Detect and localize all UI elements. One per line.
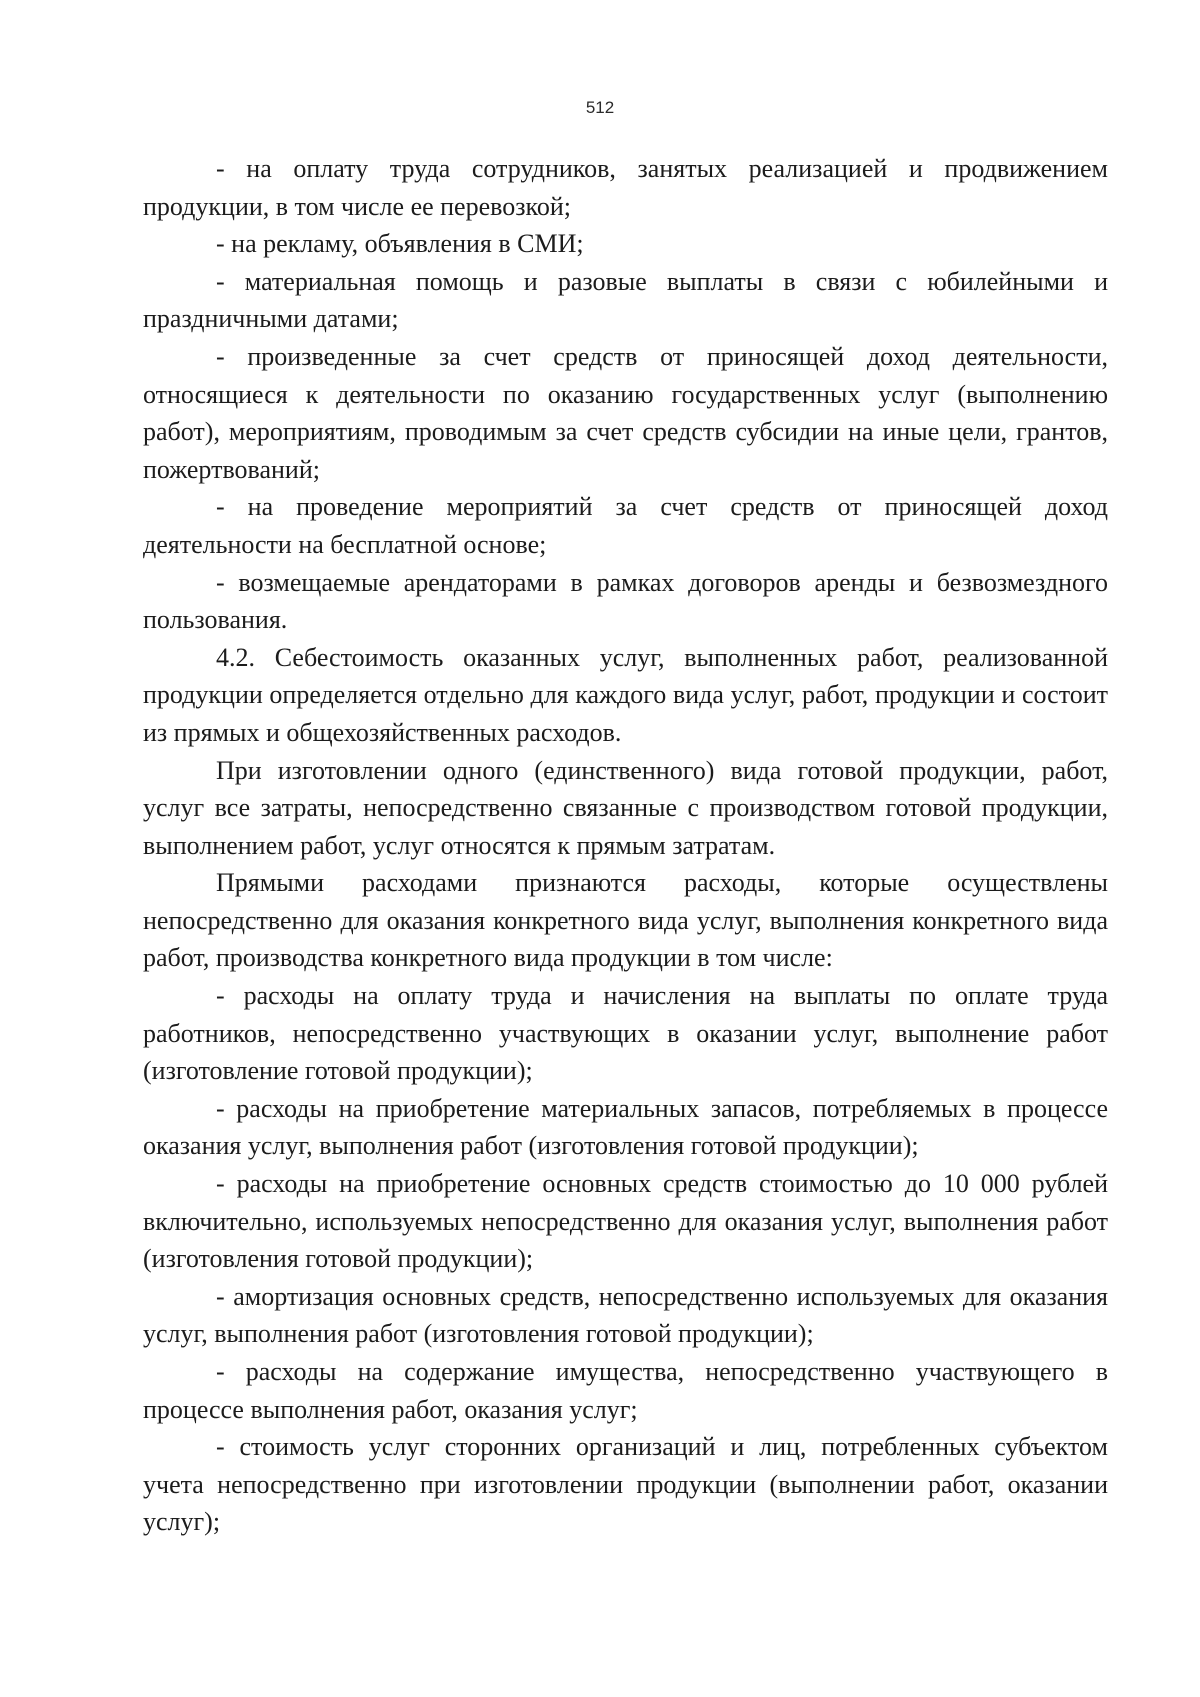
- paragraph: - материальная помощь и разовые выплаты в связи с юбилейными и праздничными датами;: [143, 266, 1108, 334]
- paragraph: - расходы на приобретение материальных запасов, потребляемых в процессе оказания услуг, выполнения работ (изготовления готовой продукции);: [143, 1093, 1108, 1161]
- paragraph: - возмещаемые арендаторами в рамках договоров аренды и безвозмездного пользования.: [143, 567, 1108, 635]
- document-body: [143, 150, 1108, 1541]
- paragraph: - на оплату труда сотрудников, занятых реализацией и продвижением продукции, в том числе ее перевозкой;: [143, 154, 1108, 221]
- paragraph: - расходы на содержание имущества, непосредственно участвующего в процессе выполнения работ, оказания услуг;: [143, 1357, 1108, 1424]
- paragraph: - амортизация основных средств, непосредственно используемых для оказания услуг, выполнения работ (изготовления готовой продукции);: [143, 1281, 1108, 1349]
- paragraph: - расходы на оплату труда и начисления на выплаты по оплате труда работников, непосредственно участвующих в оказании услуг, выполнение работ (изготовление готовой продукции);: [143, 981, 1108, 1086]
- paragraph: 4.2. Себестоимость оказанных услуг, выполненных работ, реализованной продукции определяется отдельно для каждого вида услуг, работ, продукции и состоит из прямых и общехозяйственных расходов.: [143, 642, 1108, 747]
- paragraph: - расходы на приобретение основных средств стоимостью до 10 000 рублей включительно, используемых непосредственно для оказания услуг, выполнения работ (изготовления готовой продукции);: [143, 1169, 1108, 1274]
- page-number: 512: [585, 98, 615, 117]
- paragraph: - на рекламу, объявления в СМИ;: [216, 229, 584, 259]
- paragraph: При изготовлении одного (единственного) вида готовой продукции, работ, услуг все затраты, непосредственно связанные с производством готовой продукции, выполнением работ, услуг относятся к прямым затратам.: [143, 755, 1108, 860]
- paragraph: - стоимость услуг сторонних организаций и лиц, потребленных субъектом учета непосредственно при изготовлении продукции (выполнении работ, оказании услуг);: [143, 1432, 1108, 1537]
- paragraph: - произведенные за счет средств от приносящей доход деятельности, относящиеся к деятельности по оказанию государственных услуг (выполнению работ), мероприятиям, проводимым за счет средств субсидии на иные цели, грантов, пожертвований;: [143, 341, 1108, 484]
- paragraph: Прямыми расходами признаются расходы, которые осуществлены непосредственно для оказания конкретного вида услуг, выполнения конкретного вида работ, производства конкретного вида продукции в том числе:: [143, 868, 1108, 973]
- paragraph: - на проведение мероприятий за счет средств от приносящей доход деятельности на бесплатной основе;: [143, 492, 1108, 559]
